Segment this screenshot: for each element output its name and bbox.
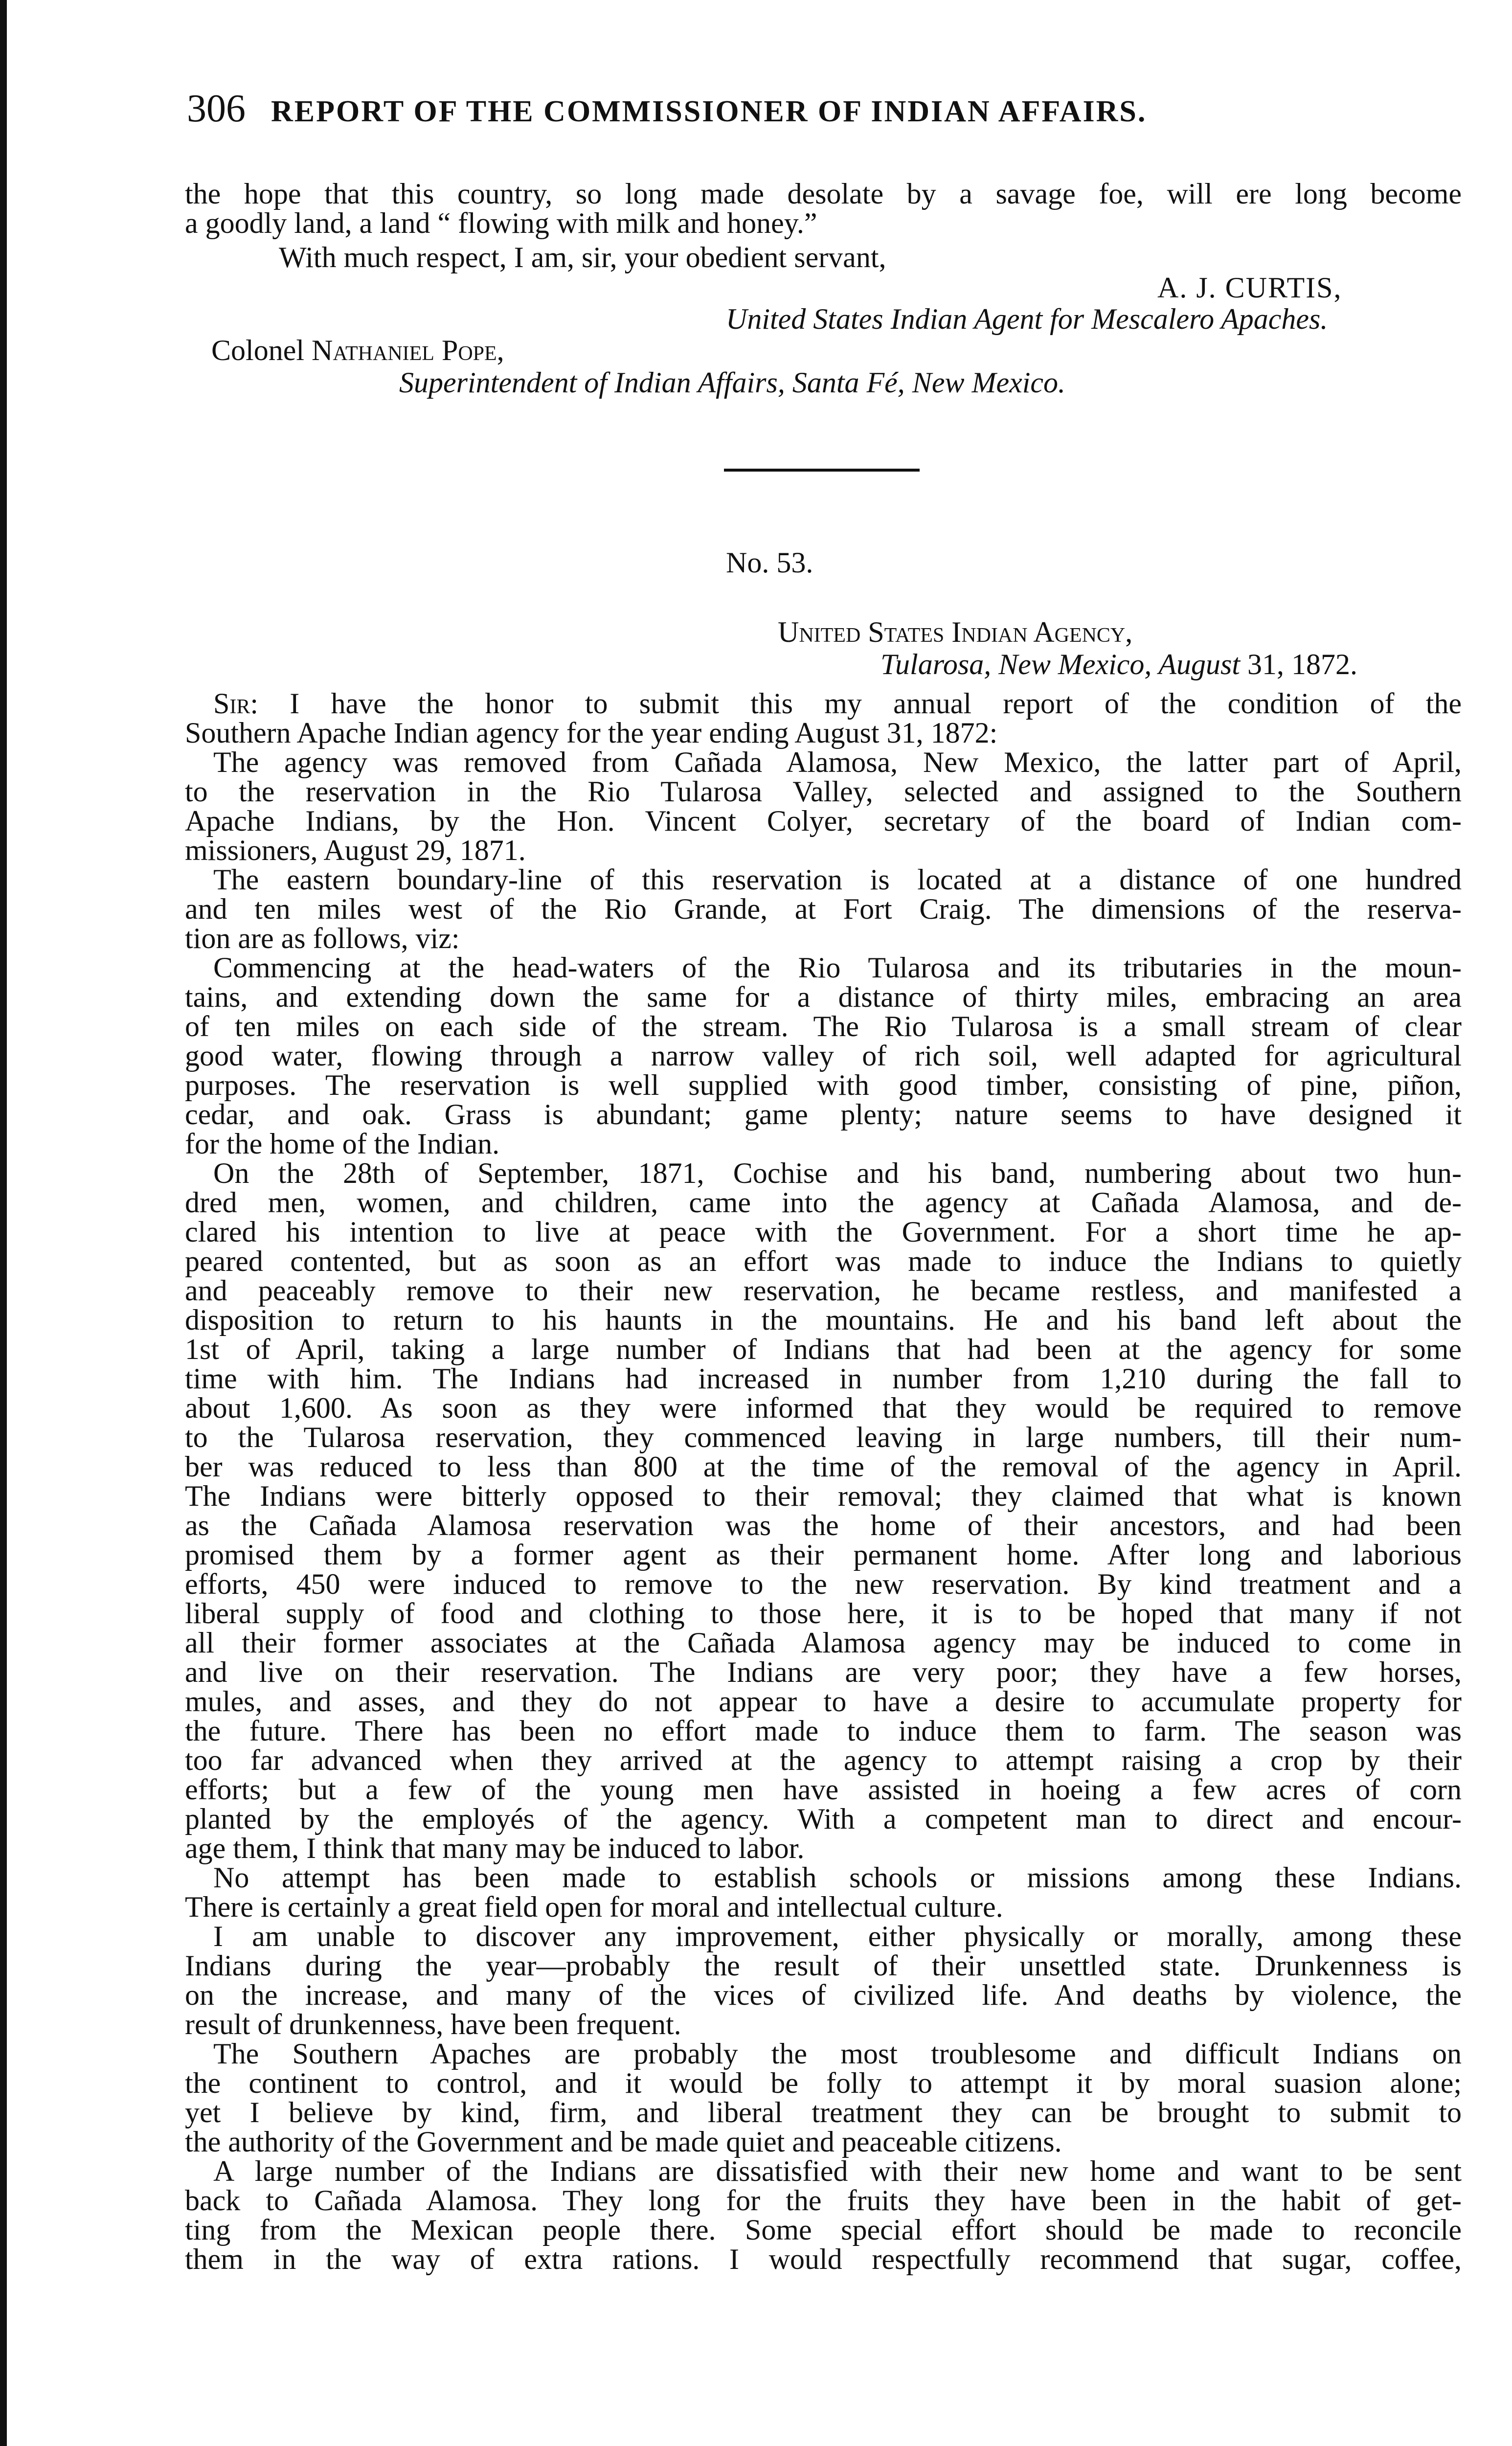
text-line: clared his intention to live at peace with the Government. For a short time he ap- — [185, 1216, 1462, 1248]
paragraph — [185, 2156, 1462, 2274]
text-line: the future. There has been no effort made to induce them to farm. The season was — [185, 1715, 1462, 1747]
previous-letter-end — [185, 179, 1462, 238]
paragraph — [185, 953, 1462, 1158]
text-line: Southern Apache Indian agency for the year ending August 31, 1872: — [185, 717, 998, 749]
text-line: them in the way of extra rations. I would respectfully recommend that sugar, coffee, — [185, 2243, 1462, 2275]
text-line: about 1,600. As soon as they were informed that they would be required to remove — [185, 1392, 1462, 1424]
paragraph — [185, 2039, 1462, 2156]
addressee-title — [399, 368, 1231, 397]
text-line: planted by the employés of the agency. With a competent man to direct and encour- — [185, 1803, 1462, 1835]
text-line: efforts; but a few of the young men have assisted in hoeing a few acres of corn — [185, 1773, 1462, 1806]
letter-line: the hope that this country, so long made desolate by a savage foe, will ere long become — [185, 178, 1462, 210]
text-line: purposes. The reservation is well supplied with good timber, consisting of pine, piñon, — [185, 1069, 1462, 1101]
report-number — [726, 548, 922, 577]
text-line: efforts, 450 were induced to remove to the new reservation. By kind treatment and a — [185, 1568, 1462, 1600]
addressee-prefix: Colonel — [211, 334, 312, 366]
text-line: the continent to control, and it would be folly to attempt it by moral suasion alone; — [185, 2067, 1462, 2099]
page-number: 306 — [187, 87, 246, 130]
text-line: There is certainly a great field open for moral and intellectual culture. — [185, 1891, 1003, 1923]
text-line: The agency was removed from Cañada Alamosa, New Mexico, the latter part of April, — [213, 746, 1462, 778]
text-line: No attempt has been made to establish schools or missions among these Indians. — [213, 1861, 1462, 1894]
addressee-name — [211, 336, 798, 365]
agency-heading — [778, 617, 1365, 647]
text-line: promised them by a former agent as their permanent home. After long and laborious — [185, 1539, 1462, 1571]
text-line: back to Cañada Alamosa. They long for the fruits they have been in the habit of get- — [185, 2184, 1462, 2217]
text-line: result of drunkenness, have been frequent. — [185, 2008, 681, 2040]
paragraph — [185, 1863, 1462, 1922]
text-line: as the Cañada Alamosa reservation was the home of their ancestors, and had been — [185, 1509, 1462, 1541]
report-body — [185, 689, 1462, 2274]
text-line: and live on their reservation. The Indians are very poor; they have a few horses, — [185, 1656, 1462, 1688]
text-line: A large number of the Indians are dissatisfied with their new home and want to be sent — [213, 2155, 1462, 2187]
salutation: Sir — [213, 687, 250, 720]
text-line: I am unable to discover any improvement, either physically or morally, among these — [213, 1920, 1462, 1952]
text-line: missioners, August 29, 1871. — [185, 834, 526, 866]
text-line: ber was reduced to less than 800 at the time of the removal of the agency in April. — [185, 1450, 1462, 1483]
closing-text: With much respect, I am, sir, your obedient servant, — [279, 241, 886, 273]
addressee-name-text: Nathaniel Pope, — [312, 334, 504, 366]
text-line: Apache Indians, by the Hon. Vincent Colyer, secretary of the board of Indian com- — [185, 805, 1462, 837]
text-line: for the home of the Indian. — [185, 1128, 500, 1160]
text-line: The Indians were bitterly opposed to their removal; they claimed that what is known — [185, 1480, 1462, 1512]
closing-line — [279, 243, 1404, 272]
text-line: yet I believe by kind, firm, and liberal treatment they can be brought to submit to — [185, 2096, 1462, 2129]
text-line: The Southern Apaches are probably the most troublesome and difficult Indians on — [213, 2038, 1462, 2070]
text-line: On the 28th of September, 1871, Cochise and his band, numbering about two hun- — [213, 1157, 1462, 1189]
text-line: of ten miles on each side of the stream. The Rio Tularosa is a small stream of clear — [185, 1010, 1462, 1042]
text-line: too far advanced when they arrived at the agency to attempt raising a crop by their — [185, 1744, 1462, 1776]
section-divider — [724, 469, 920, 472]
place-date — [880, 650, 1467, 679]
text-line: mules, and asses, and they do not appear to have a desire to accumulate property for — [185, 1685, 1462, 1718]
agency-heading-text: United States Indian Agency, — [778, 616, 1133, 648]
paragraph — [185, 865, 1462, 953]
text-line: age them, I think that many may be induced to labor. — [185, 1832, 805, 1864]
text-line: and ten miles west of the Rio Grande, at Fort Craig. The dimensions of the reserva- — [185, 893, 1462, 925]
signer-title-text: United States Indian Agent for Mescalero Apaches. — [726, 303, 1328, 335]
addressee-title-text: Superintendent of Indian Affairs, Santa Fé, New Mexico. — [399, 366, 1066, 399]
report-number-text: No. 53. — [726, 546, 813, 579]
text-line: disposition to return to his haunts in the mountains. He and his band left about the — [185, 1304, 1462, 1336]
text-line: Commencing at the head-waters of the Rio Tularosa and its tributaries in the moun- — [213, 951, 1462, 984]
text-line: Indians during the year—probably the result of their unsettled state. Drunkenness is — [185, 1949, 1462, 1982]
text-line: to the Tularosa reservation, they commenced leaving in large numbers, till their num- — [185, 1421, 1462, 1453]
text-line: dred men, women, and children, came into the agency at Cañada Alamosa, and de- — [185, 1186, 1462, 1219]
paragraph — [185, 1922, 1462, 2039]
text-line: cedar, and oak. Grass is abundant; game plenty; nature seems to have designed it — [185, 1098, 1462, 1131]
text-line: The eastern boundary-line of this reservation is located at a distance of one hundred — [213, 863, 1462, 896]
signer-name — [1157, 273, 1451, 302]
place-date-tail: 31, 1872. — [1240, 648, 1357, 680]
text-line: good water, flowing through a narrow valley of rich soil, well adapted for agricultural — [185, 1040, 1462, 1072]
scan-edge-left — [0, 0, 7, 2446]
text-line: to the reservation in the Rio Tularosa Valley, selected and assigned to the Southern — [185, 775, 1462, 808]
letter-line: a goodly land, a land “ flowing with milk and honey.” — [185, 207, 817, 239]
place-date-italic: Tularosa, New Mexico, August — [880, 648, 1240, 680]
text-line: and peaceably remove to their new reservation, he became restless, and manifested a — [185, 1274, 1462, 1307]
text-line: all their former associates at the Cañada Alamosa agency may be induced to come in — [185, 1627, 1462, 1659]
paragraph — [185, 747, 1462, 865]
text-line: 1st of April, taking a large number of Indians that had been at the agency for some — [185, 1333, 1462, 1365]
text-line: : I have the honor to submit this my annual report of the condition of the — [250, 687, 1462, 720]
paragraph — [185, 689, 1462, 747]
page-header — [187, 89, 1361, 128]
paragraph — [185, 1158, 1462, 1863]
text-line: peared contented, but as soon as an effort was made to induce the Indians to quietly — [185, 1245, 1462, 1277]
text-line: tion are as follows, viz: — [185, 922, 460, 954]
text-line: tains, and extending down the same for a distance of thirty miles, embracing an area — [185, 981, 1462, 1013]
signer-name-text: A. J. CURTIS, — [1157, 272, 1342, 304]
text-line: the authority of the Government and be made quiet and peaceable citizens. — [185, 2126, 1062, 2158]
text-line: time with him. The Indians had increased in number from 1,210 during the fall to — [185, 1362, 1462, 1395]
running-title: REPORT OF THE COMMISSIONER OF INDIAN AFFAIRS. — [271, 95, 1147, 128]
signer-title — [726, 304, 1460, 334]
text-line: liberal supply of food and clothing to those here, it is to be hoped that many if not — [185, 1597, 1462, 1630]
text-line: on the increase, and many of the vices of civilized life. And deaths by violence, the — [185, 1979, 1462, 2011]
text-line: ting from the Mexican people there. Some special effort should be made to reconcile — [185, 2214, 1462, 2246]
